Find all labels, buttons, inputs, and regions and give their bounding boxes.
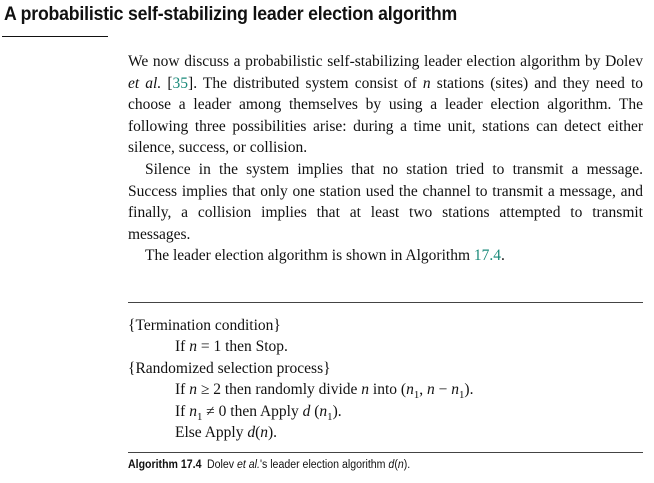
split-rule: If n ≥ 2 then randomly divide n into ($n_1$, $n - n_1$). (175, 381, 474, 402)
selection-header: {Randomized selection process} (128, 359, 331, 377)
else-rule: Else Apply d(n). (175, 424, 278, 442)
algorithm-caption: Algorithm 17.4 Dolev et al.'s leader election algorithm d(n). (128, 459, 411, 471)
citation-link[interactable]: 35 (172, 74, 189, 92)
heading-underline (2, 36, 108, 37)
paragraph-3: The leader election algorithm is shown in Algorithm 17.4. (145, 247, 505, 265)
algorithm-link[interactable]: 17.4 (473, 247, 502, 265)
paragraph-2: Silence in the system implies that no station tried to transmit a message. Success implies that only one station used the channel to transmit a message, and finally, a collision implies that at least two stations attempted to transmit messages. (128, 160, 643, 243)
body-text (128, 51, 643, 267)
section-heading: A probabilistic self-stabilizing leader election algorithm (4, 4, 457, 25)
caption-label: Algorithm 17.4 (128, 459, 202, 471)
paragraph-1: We now discuss a probabilistic self-stabilizing leader election algorithm by Dolev et al. [35]. The distributed system consist of n stations (sites) and they need to choose a leader among themselves by using a leader election algorithm. The following three possibilities arise: during a time unit, stations can detect either silence, success, or collision. (128, 53, 643, 157)
algorithm-top-rule (128, 302, 643, 303)
apply-rule: If $n_1 \ne 0$ then Apply d $(n_1)$. (175, 402, 342, 423)
termination-rule: If n = 1 then Stop. (175, 338, 288, 356)
algorithm-bottom-rule (128, 452, 643, 453)
termination-header: {Termination condition} (128, 317, 281, 334)
algorithm-box (128, 315, 643, 443)
